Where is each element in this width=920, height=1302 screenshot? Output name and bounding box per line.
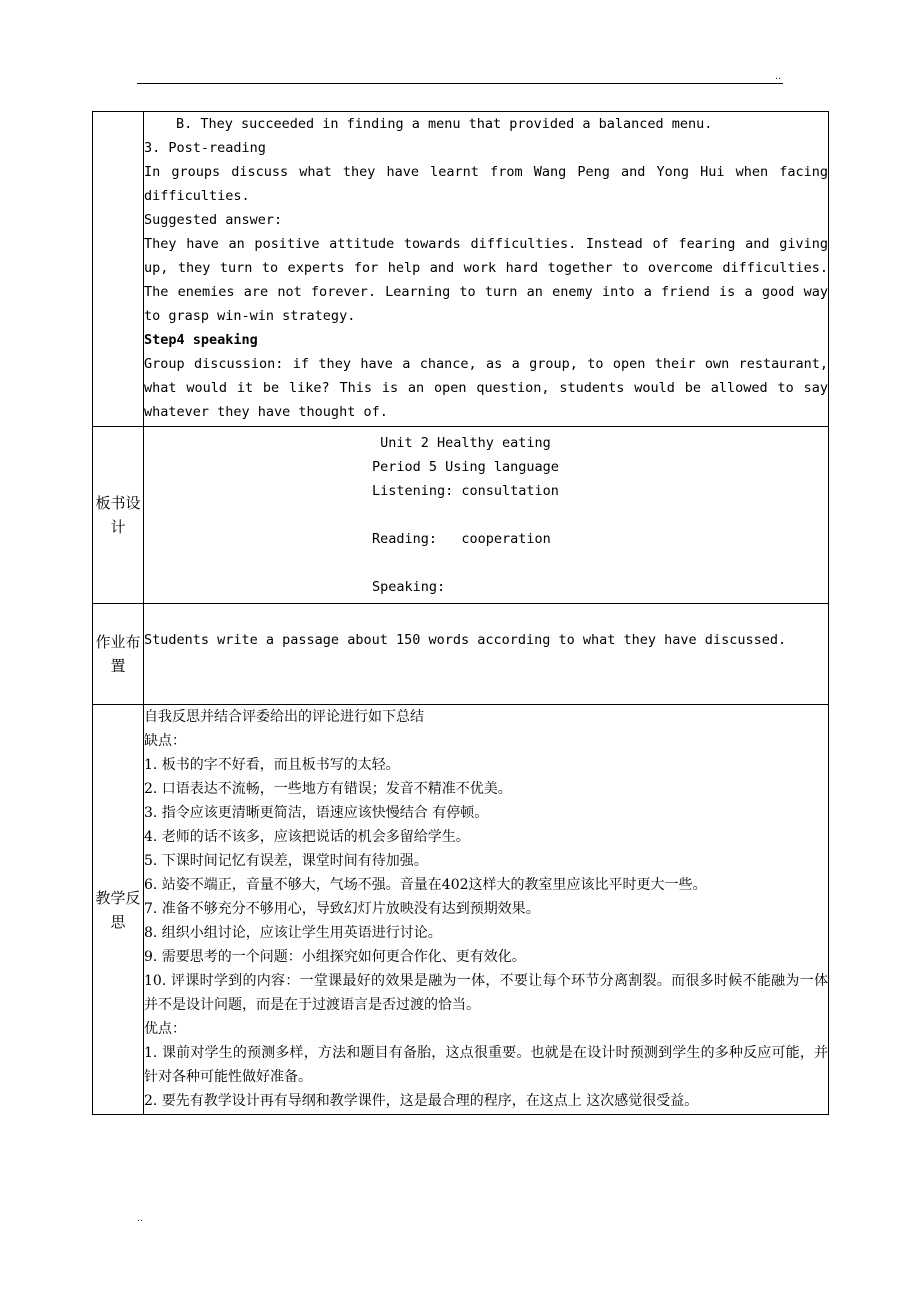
board-line bbox=[372, 551, 828, 575]
procedure-row bbox=[93, 112, 829, 427]
header-rule bbox=[137, 83, 783, 84]
board-line: Speaking: bbox=[372, 579, 446, 595]
strength-item: 2. 要先有教学设计再有导纲和教学课件，这是最合理的程序，在这点上 这次感觉很受益。 bbox=[144, 1093, 699, 1109]
weakness-item: 10. 评课时学到的内容：一堂课最好的效果是融为一体，不要让每个环节分离割裂。而很多时候不能融为一体并不是设计问题，而是在于过渡语言是否过渡的恰当。 bbox=[144, 973, 828, 1013]
procedure-line: Suggested answer: bbox=[144, 212, 283, 228]
reflection-row bbox=[93, 705, 829, 1115]
homework-label: 作业布置 bbox=[93, 604, 144, 705]
weakness-item: 8. 组织小组讨论，应该让学生用英语进行讨论。 bbox=[144, 925, 442, 941]
procedure-content-cell bbox=[144, 112, 829, 427]
procedure-line: B. They succeeded in finding a menu that provided a balanced menu. bbox=[176, 116, 713, 132]
weakness-item: 1. 板书的字不好看，而且板书写的太轻。 bbox=[144, 757, 400, 773]
procedure-text bbox=[144, 112, 828, 424]
weakness-item: 7. 准备不够充分不够用心，导致幻灯片放映没有达到预期效果。 bbox=[144, 901, 540, 917]
strengths-heading: 优点： bbox=[144, 1021, 186, 1037]
procedure-line: In groups discuss what they have learnt from Wang Peng and Yong Hui when facing difficulties. bbox=[144, 164, 828, 204]
step-heading: Step4 speaking bbox=[144, 332, 258, 348]
lesson-plan-table bbox=[92, 111, 829, 1115]
footer-dots: .. bbox=[137, 1212, 144, 1224]
board-design-content bbox=[144, 427, 829, 604]
reflection-content bbox=[144, 705, 829, 1115]
reflection-label: 教学反思 bbox=[93, 705, 144, 1115]
procedure-line: Group discussion: if they have a chance, as a group, to open their own restaurant, what would it be like? This is an open question, students would be allowed to say whatever they have thought of. bbox=[144, 356, 828, 420]
weakness-item: 4. 老师的话不该多，应该把说话的机会多留给学生。 bbox=[144, 829, 470, 845]
homework-content bbox=[144, 604, 829, 705]
strength-item: 1. 课前对学生的预测多样，方法和题目有备胎，这点很重要。也就是在设计时预测到学生的多种反应可能，并针对各种可能性做好准备。 bbox=[144, 1045, 828, 1085]
board-design-label: 板书设计 bbox=[93, 427, 144, 604]
header-dots: .. bbox=[775, 70, 782, 82]
weakness-item: 3. 指令应该更清晰更简洁，语速应该快慢结合 有停顿。 bbox=[144, 805, 489, 821]
homework-text: Students write a passage about 150 words according to what they have discussed. bbox=[144, 632, 787, 648]
board-design-row bbox=[93, 427, 829, 604]
board-line bbox=[372, 503, 828, 527]
procedure-label-cell bbox=[93, 112, 144, 427]
weakness-item: 5. 下课时间记忆有误差，课堂时间有待加强。 bbox=[144, 853, 428, 869]
weakness-item: 2. 口语表达不流畅，一些地方有错误；发音不精准不优美。 bbox=[144, 781, 512, 797]
board-line: Reading: cooperation bbox=[372, 531, 551, 547]
procedure-line: 3. Post-reading bbox=[144, 140, 266, 156]
reflection-intro: 自我反思并结合评委给出的评论进行如下总结 bbox=[144, 709, 424, 725]
homework-row bbox=[93, 604, 829, 705]
board-line: Unit 2 Healthy eating bbox=[372, 435, 551, 451]
weakness-item: 6. 站姿不端正，音量不够大，气场不强。音量在402这样大的教室里应该比平时更大一些。 bbox=[144, 877, 707, 893]
board-line: Period 5 Using language bbox=[372, 459, 559, 475]
board-line: Listening: consultation bbox=[372, 483, 559, 499]
weakness-item: 9. 需要思考的一个问题：小组探究如何更合作化、更有效化。 bbox=[144, 949, 526, 965]
reflection-text bbox=[144, 705, 828, 1113]
procedure-line: They have an positive attitude towards difficulties. Instead of fearing and giving up, they turn to experts for help and work hard together to overcome difficulties. The enemies are not forever. Learning to turn an enemy into a friend is a good way to grasp win-win strategy. bbox=[144, 236, 828, 324]
weaknesses-heading: 缺点： bbox=[144, 733, 186, 749]
